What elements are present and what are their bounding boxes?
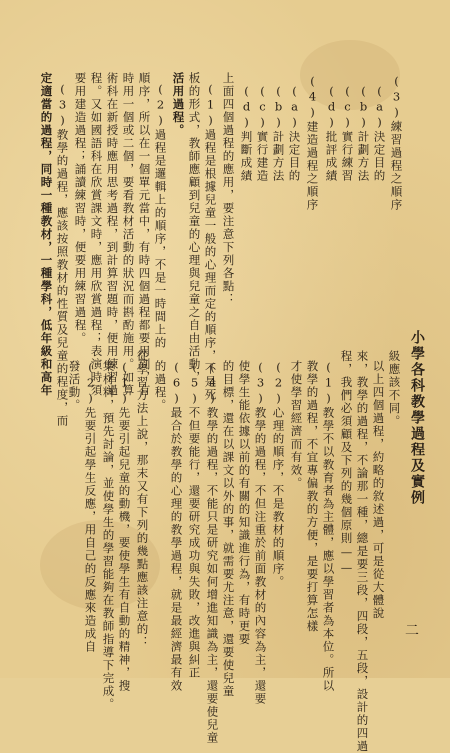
running-header-title: 小學各科教學過程及實例: [409, 330, 425, 506]
text-column: 教學的過程，不宜專偏教的方便，是要打算怎樣: [305, 360, 320, 633]
text-column: (4)教學的過程，不能只是研究如何增進知識為主，還要使兒童: [205, 360, 220, 745]
text-column: (d)批評成績: [324, 84, 339, 183]
text-column: 使學生能依據以前的有關的知識進行為，有時更要: [237, 360, 252, 646]
text-column: 順序，所以在一個單元當中，有時四個過程都要用到，有: [137, 72, 152, 397]
text-column: 定適當的過程，同時一種教材，一種學科，低年級和高年: [39, 72, 54, 397]
text-column: (b)計劃方法: [271, 84, 286, 183]
text-column: (3)教學的過程，不但注重於前面教材的內容為主，還要: [253, 360, 268, 706]
text-column: (4)建造過程之順序: [305, 74, 320, 212]
text-column: 的過程。: [153, 360, 168, 412]
text-column: 板的形式，教師應顧到兒童的心理與兒童之自由活動，: [187, 72, 202, 384]
text-column: (a)決定目的: [287, 84, 302, 183]
text-column: (3)練習過程之順序: [389, 74, 404, 212]
text-column: 程。又如國語科在欣賞課文時，應用欣賞過程；表演時須: [89, 72, 104, 397]
text-column: 時用一個或二個，要看教材活動的狀況而斟酌施用。如算: [121, 72, 136, 397]
text-column: 程，我們必須顧及下列的幾個原則——: [339, 350, 354, 576]
text-column: 才使學習經濟而有效。: [289, 360, 304, 490]
text-column: (c)實行練習: [340, 84, 355, 183]
text-column: (2)心理的順序，不是教材的順序。: [271, 360, 286, 589]
page-number: 二: [405, 623, 419, 639]
text-column: 活用過程。: [171, 72, 186, 137]
text-column: (3)教學的過程，應該按照教材的性質及兒童的程度，而: [55, 82, 70, 428]
text-column: (d)判斷成績: [239, 84, 254, 183]
text-column: (a)決定目的: [372, 84, 387, 183]
text-column: (1)先要引起兒童的動機，要使學生有自動的精神，搜: [117, 360, 132, 693]
text-column: 術科在新授時應用思考過程，到計算習題時，便用練習過: [105, 72, 120, 397]
text-column: 級應該不同。: [387, 350, 402, 428]
text-column: 發活動。: [67, 360, 82, 412]
text-column: 從學習方法上說，那末又有下列的幾點應該注意的：: [135, 350, 150, 649]
text-column: 集材料，預先討論，並使學生的學習能夠在教師指導下完成。: [101, 360, 116, 711]
text-column: 來，教學的過程，不論那一種，總是要三段，四段，五段，設計的四過: [355, 350, 370, 753]
text-column: 要用建造過程；誦讀練習時，便要用練習過程。: [73, 72, 88, 345]
text-column: (5)不但要能行，還要研究成功與失敗，改進與糾正: [187, 360, 202, 680]
text-column: (c)實行建造: [255, 84, 270, 183]
text-column: (6)最合於教學的心理的教學過程，就是最經濟最有效: [169, 360, 184, 693]
text-column: (1)過程是根據兒童一般的心理而定的順序，不是死: [203, 82, 218, 402]
text-column: (1)教學不以教育者為主體，應以學習者為本位。所以: [321, 360, 336, 693]
text-column: (2)過程是邏輯上的順序，不是一時間上的: [153, 82, 168, 350]
text-column: 以上四個過程，約略的敘述過，可是從大體說: [371, 360, 386, 620]
text-column: 上面四個過程的應用，要注意下列各點：: [221, 72, 236, 306]
text-column: 的目標，還在以課文以外的事，就需要尤注意，還要使兒童: [221, 360, 236, 698]
text-column: (b)計劃方法: [356, 84, 371, 183]
text-column: (2)先要引起學生反應，用自己的反應來造成自: [83, 360, 98, 654]
